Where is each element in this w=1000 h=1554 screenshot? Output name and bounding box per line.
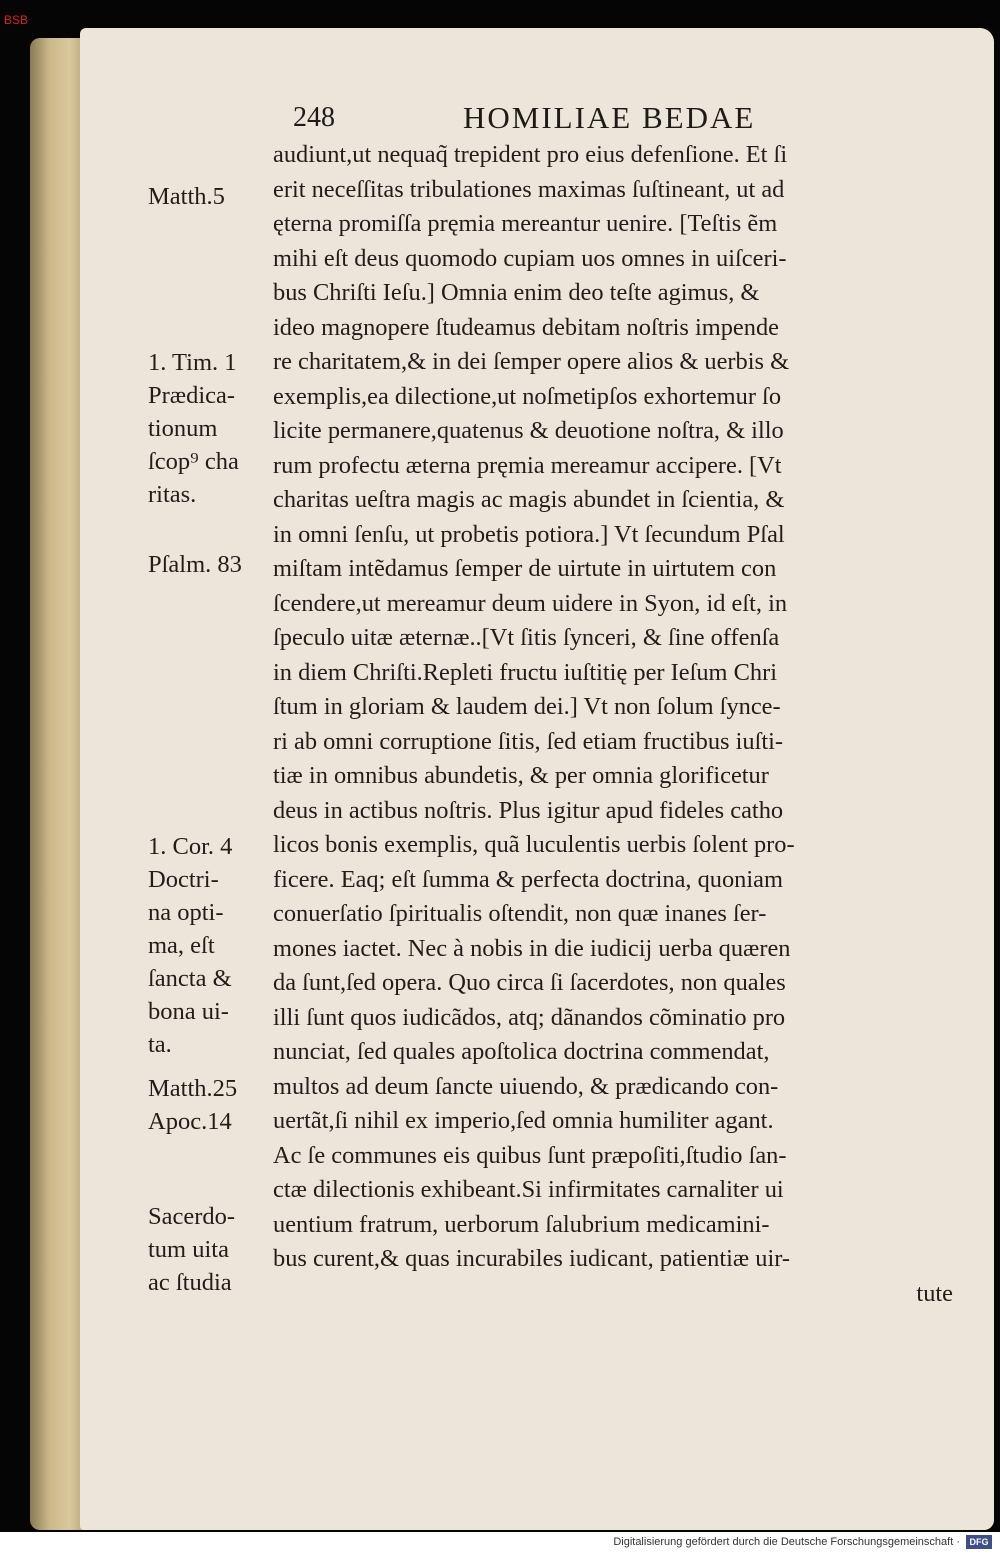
- margin-note-line: ac ſtudia: [148, 1269, 232, 1296]
- text-line: ęterna promiſſa pręmia mereantur uenire. [Teſtis ẽm: [273, 210, 778, 237]
- text-line: illi ſunt quos iudicãdos, atq; dãnandos cõminatio pro: [273, 1003, 786, 1031]
- text-line: Ac ſe communes eis quibus ſunt præpoſiti,ſtudio ſan-: [273, 1141, 787, 1169]
- margin-note-line: ſancta &: [148, 965, 232, 992]
- margin-note: [148, 180, 278, 213]
- running-title: HOMILIAE BEDAE: [463, 100, 756, 135]
- text-line: nunciat, ſed quales apoſtolica doctrina commendat,: [273, 1038, 770, 1065]
- text-line: bus curent,& quas incurabiles iudicant, patientiæ uir-: [273, 1245, 791, 1272]
- margin-note-line: Doctri-: [148, 866, 219, 893]
- text-line: bus Chriſti Ieſu.] Omnia enim deo teſte agimus, &: [273, 279, 760, 306]
- footer-bar: [0, 1532, 1000, 1554]
- text-line: ficere. Eaq; eſt ſumma & perfecta doctrina, quoniam: [273, 865, 783, 893]
- margin-note-line: ritas.: [148, 481, 197, 508]
- text-line: deus in actibus noſtris. Plus igitur apud fideles catho: [273, 796, 784, 824]
- dfg-logo-icon: DFG: [966, 1535, 992, 1549]
- margin-note-line: Apoc.14: [148, 1108, 232, 1135]
- book-page: [80, 28, 994, 1530]
- text-line: in diem Chriſti.Repleti fructu iuſtitię per Ieſum Chri: [273, 658, 777, 686]
- margin-note-line: 1. Cor. 4: [148, 833, 233, 860]
- margin-note-line: Matth.25: [148, 1075, 238, 1102]
- margin-note: [148, 1200, 278, 1299]
- margin-note-line: tum uita: [148, 1236, 229, 1263]
- text-line: mihi eſt deus quomodo cupiam uos omnes in uiſceri-: [273, 244, 787, 272]
- text-line: ſtum in gloriam & laudem dei.] Vt non ſolum ſynce-: [273, 693, 781, 720]
- text-line: mones iactet. Nec à nobis in die iudicij uerba quæren: [273, 934, 791, 962]
- text-line: ſpeculo uitæ æternæ..[Vt ſitis ſynceri, & ſine offenſa: [273, 624, 780, 651]
- text-line: re charitatem,& in dei ſemper opere alios & uerbis &: [273, 348, 790, 375]
- margin-note: [148, 830, 278, 1061]
- margin-note-line: Prædica-: [148, 382, 236, 409]
- text-line: licos bonis exemplis, quã luculentis uerbis ſolent pro-: [273, 831, 795, 858]
- text-line: charitas ueſtra magis ac magis abundet in ſcientia, &: [273, 486, 785, 513]
- text-line: ideo magnopere ſtudeamus debitam noſtris impende: [273, 313, 779, 341]
- margin-note-line: bona ui-: [148, 998, 229, 1025]
- margin-note-line: Sacerdo-: [148, 1203, 236, 1230]
- margin-note-line: Matth.5: [148, 183, 225, 210]
- catchword: tute: [916, 1279, 953, 1307]
- text-line: ri ab omni corruptione ſitis, ſed etiam fructibus iuſti-: [273, 727, 784, 755]
- text-line: tiæ in omnibus abundetis, & per omnia glorificetur: [273, 762, 769, 789]
- library-mark: BSB: [4, 13, 29, 27]
- funding-note: Digitalisierung gefördert durch die Deutsche Forschungsgemeinschaft ·: [613, 1536, 960, 1548]
- page-number: 248: [293, 102, 335, 133]
- margin-note-line: ta.: [148, 1031, 172, 1058]
- running-head: [80, 100, 994, 140]
- margin-note: [148, 346, 278, 511]
- text-line: da ſunt,ſed opera. Quo circa ſi ſacerdotes, non quales: [273, 969, 786, 996]
- text-line: uentium fratrum, uerborum ſalubrium medicamini-: [273, 1210, 770, 1238]
- page-sheet: [80, 28, 994, 1530]
- margin-note-line: tionum: [148, 415, 218, 442]
- text-line: ſcendere,ut mereamur deum uidere in Syon, id eſt, in: [273, 589, 788, 617]
- text-line: conuerſatio ſpiritualis oſtendit, non quæ inanes ſer-: [273, 900, 767, 927]
- text-line: erit neceſſitas tribulationes maximas ſuſtineant, ut ad: [273, 175, 785, 203]
- text-line: miſtam intẽdamus ſemper de uirtute in uirtutem con: [273, 555, 777, 582]
- text-line: in omni ſenſu, ut probetis potiora.] Vt ſecundum Pſal: [273, 520, 785, 548]
- text-line: multos ad deum ſancte uiuendo, & prædicando con-: [273, 1072, 779, 1100]
- text-line: exemplis,ea dilectione,ut noſmetipſos exhortemur ſo: [273, 382, 782, 410]
- text-line: rum profectu æterna pręmia mereamur accipere. [Vt: [273, 451, 782, 479]
- margin-note-line: ma, eſt: [148, 932, 215, 959]
- text-line: audiunt,ut nequaq̃ trepident pro eius defenſione. Et ſi: [273, 141, 788, 168]
- main-text: [273, 138, 953, 1311]
- text-line: ctæ dilectionis exhibeant.Si infirmitates carnaliter ui: [273, 1176, 784, 1203]
- margin-note-line: ſcop⁹ cha: [148, 448, 239, 475]
- margin-note: [148, 1072, 278, 1138]
- margin-note-line: 1. Tim. 1: [148, 349, 237, 376]
- margin-note-line: Pſalm. 83: [148, 551, 242, 578]
- text-line: licite permanere,quatenus & deuotione noſtra, & illo: [273, 417, 784, 444]
- margin-note: [148, 548, 278, 581]
- text-line: uertãt,ſi nihil ex imperio,ſed omnia humiliter agant.: [273, 1107, 774, 1134]
- margin-note-line: na opti-: [148, 899, 224, 926]
